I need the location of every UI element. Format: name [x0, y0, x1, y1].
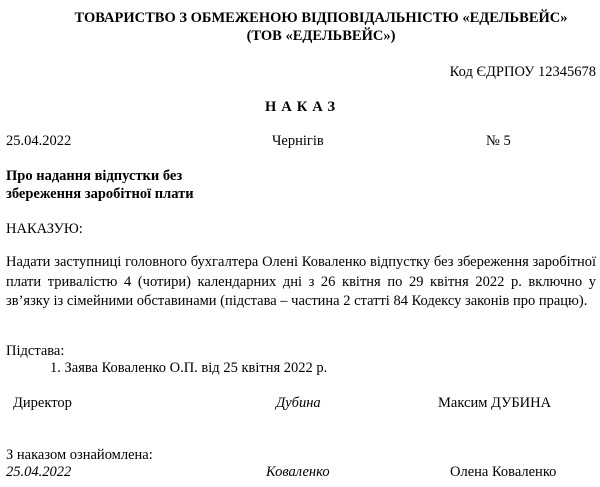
- basis-item: 1. Заява Коваленко О.П. від 25 квітня 2022 р.: [50, 360, 328, 376]
- document-city: Чернігів: [272, 133, 324, 149]
- order-word: НАКАЗУЮ:: [6, 221, 83, 237]
- employee-signature: Коваленко: [266, 464, 330, 480]
- document-date: 25.04.2022: [6, 133, 72, 149]
- order-body-text: Надати заступниці головного бухгалтера Олені Коваленко відпустку без збереження заробітної плати тривалістю 4 (чотири) календарних дні з 26 квітня по 29 квітня 2022 р. включно у зв’язку із сімейними обставинами (підстава – частина 2 статті 84 Кодексу законів про працю).: [6, 254, 596, 309]
- employee-name: Олена Коваленко: [450, 464, 557, 480]
- company-full-name: ТОВАРИСТВО З ОБМЕЖЕНОЮ ВІДПОВІДАЛЬНІСТЮ «ЕДЕЛЬВЕЙС»: [74, 10, 568, 26]
- director-signature: Дубина: [276, 395, 321, 411]
- acknowledgment-label: З наказом ознайомлена:: [6, 447, 153, 463]
- subject-line-2: збереження заробітної плати: [6, 186, 194, 202]
- company-short-name: (ТОВ «ЕДЕЛЬВЕЙС»): [246, 28, 396, 44]
- director-position: Директор: [13, 395, 72, 411]
- subject-line-1: Про надання відпустки без: [6, 168, 183, 184]
- director-name: Максим ДУБИНА: [438, 395, 552, 411]
- acknowledgment-date: 25.04.2022: [6, 464, 72, 480]
- basis-label: Підстава:: [6, 343, 65, 359]
- document-title: НАКАЗ: [265, 99, 341, 115]
- edrpou-code: Код ЄДРПОУ 12345678: [449, 64, 596, 80]
- document-number: № 5: [486, 133, 511, 149]
